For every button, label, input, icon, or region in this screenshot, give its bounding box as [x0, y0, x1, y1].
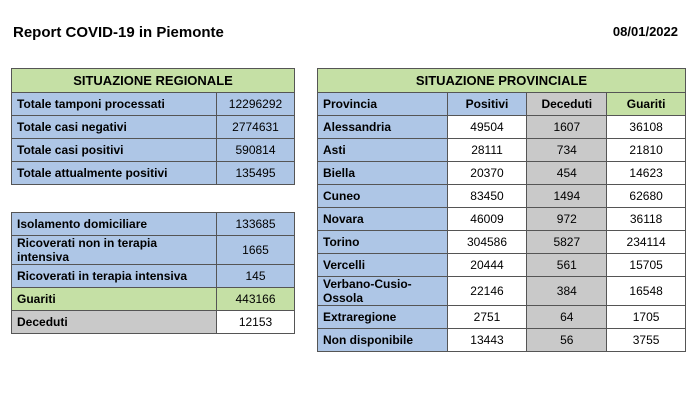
row-value: 133685 — [217, 213, 295, 236]
table-row — [12, 288, 295, 311]
row-value: 590814 — [217, 139, 295, 162]
province-name: Biella — [318, 162, 448, 185]
province-name: Novara — [318, 208, 448, 231]
province-name: Torino — [318, 231, 448, 254]
table-row — [12, 265, 295, 288]
deceduti-value: 5827 — [527, 231, 607, 254]
positivi-value: 49504 — [447, 116, 527, 139]
guariti-value: 21810 — [607, 139, 686, 162]
deceduti-value: 64 — [527, 306, 607, 329]
row-value: 1665 — [217, 236, 295, 265]
positivi-value: 46009 — [447, 208, 527, 231]
regional-title: SITUAZIONE REGIONALE — [12, 69, 295, 93]
positivi-value: 2751 — [447, 306, 527, 329]
regional-totals-table — [11, 68, 295, 185]
row-value: 145 — [217, 265, 295, 288]
deceduti-value: 56 — [527, 329, 607, 352]
row-label: Totale tamponi processati — [12, 93, 217, 116]
table-row — [12, 213, 295, 236]
deceduti-value: 734 — [527, 139, 607, 162]
row-label: Isolamento domiciliare — [12, 213, 217, 236]
provincial-table — [317, 68, 686, 352]
positivi-value: 22146 — [447, 277, 527, 306]
positivi-value: 83450 — [447, 185, 527, 208]
table-row — [12, 236, 295, 265]
row-label: Totale casi negativi — [12, 116, 217, 139]
guariti-value: 62680 — [607, 185, 686, 208]
deceduti-value: 454 — [527, 162, 607, 185]
row-value: 135495 — [217, 162, 295, 185]
row-label: Totale casi positivi — [12, 139, 217, 162]
table-row — [12, 139, 295, 162]
province-name: Asti — [318, 139, 448, 162]
deceduti-value: 972 — [527, 208, 607, 231]
table-row — [12, 116, 295, 139]
positivi-value: 304586 — [447, 231, 527, 254]
row-label: Deceduti — [12, 311, 217, 334]
report-date: 08/01/2022 — [612, 24, 678, 39]
positivi-value: 20444 — [447, 254, 527, 277]
table-row — [318, 139, 686, 162]
table-row — [12, 311, 295, 334]
province-name: Non disponibile — [318, 329, 448, 352]
guariti-value: 36118 — [607, 208, 686, 231]
guariti-value: 16548 — [607, 277, 686, 306]
row-label: Ricoverati non in terapia intensiva — [12, 236, 217, 265]
column-header: Guariti — [607, 93, 686, 116]
column-header: Provincia — [318, 93, 448, 116]
row-value: 12296292 — [217, 93, 295, 116]
table-row — [318, 329, 686, 352]
province-name: Cuneo — [318, 185, 448, 208]
table-row — [318, 277, 686, 306]
deceduti-value: 384 — [527, 277, 607, 306]
regional-status-table — [11, 212, 295, 334]
row-value: 12153 — [217, 311, 295, 334]
row-label: Ricoverati in terapia intensiva — [12, 265, 217, 288]
guariti-value: 36108 — [607, 116, 686, 139]
guariti-value: 1705 — [607, 306, 686, 329]
table-row — [318, 116, 686, 139]
positivi-value: 20370 — [447, 162, 527, 185]
row-label: Guariti — [12, 288, 217, 311]
guariti-value: 14623 — [607, 162, 686, 185]
table-row — [318, 185, 686, 208]
table-row — [318, 306, 686, 329]
column-header: Positivi — [447, 93, 527, 116]
row-label: Totale attualmente positivi — [12, 162, 217, 185]
guariti-value: 234114 — [607, 231, 686, 254]
table-row — [318, 254, 686, 277]
province-name: Verbano-Cusio-Ossola — [318, 277, 448, 306]
positivi-value: 28111 — [447, 139, 527, 162]
province-name: Extraregione — [318, 306, 448, 329]
table-row — [318, 231, 686, 254]
row-value: 443166 — [217, 288, 295, 311]
province-name: Alessandria — [318, 116, 448, 139]
guariti-value: 3755 — [607, 329, 686, 352]
province-name: Vercelli — [318, 254, 448, 277]
table-row — [12, 162, 295, 185]
provincial-title: SITUAZIONE PROVINCIALE — [318, 69, 686, 93]
guariti-value: 15705 — [607, 254, 686, 277]
table-row — [318, 162, 686, 185]
deceduti-value: 561 — [527, 254, 607, 277]
deceduti-value: 1607 — [527, 116, 607, 139]
table-row — [12, 93, 295, 116]
table-row — [318, 208, 686, 231]
table-header-row — [318, 93, 686, 116]
positivi-value: 13443 — [447, 329, 527, 352]
report-title: Report COVID-19 in Piemonte — [13, 24, 224, 41]
deceduti-value: 1494 — [527, 185, 607, 208]
row-value: 2774631 — [217, 116, 295, 139]
column-header: Deceduti — [527, 93, 607, 116]
